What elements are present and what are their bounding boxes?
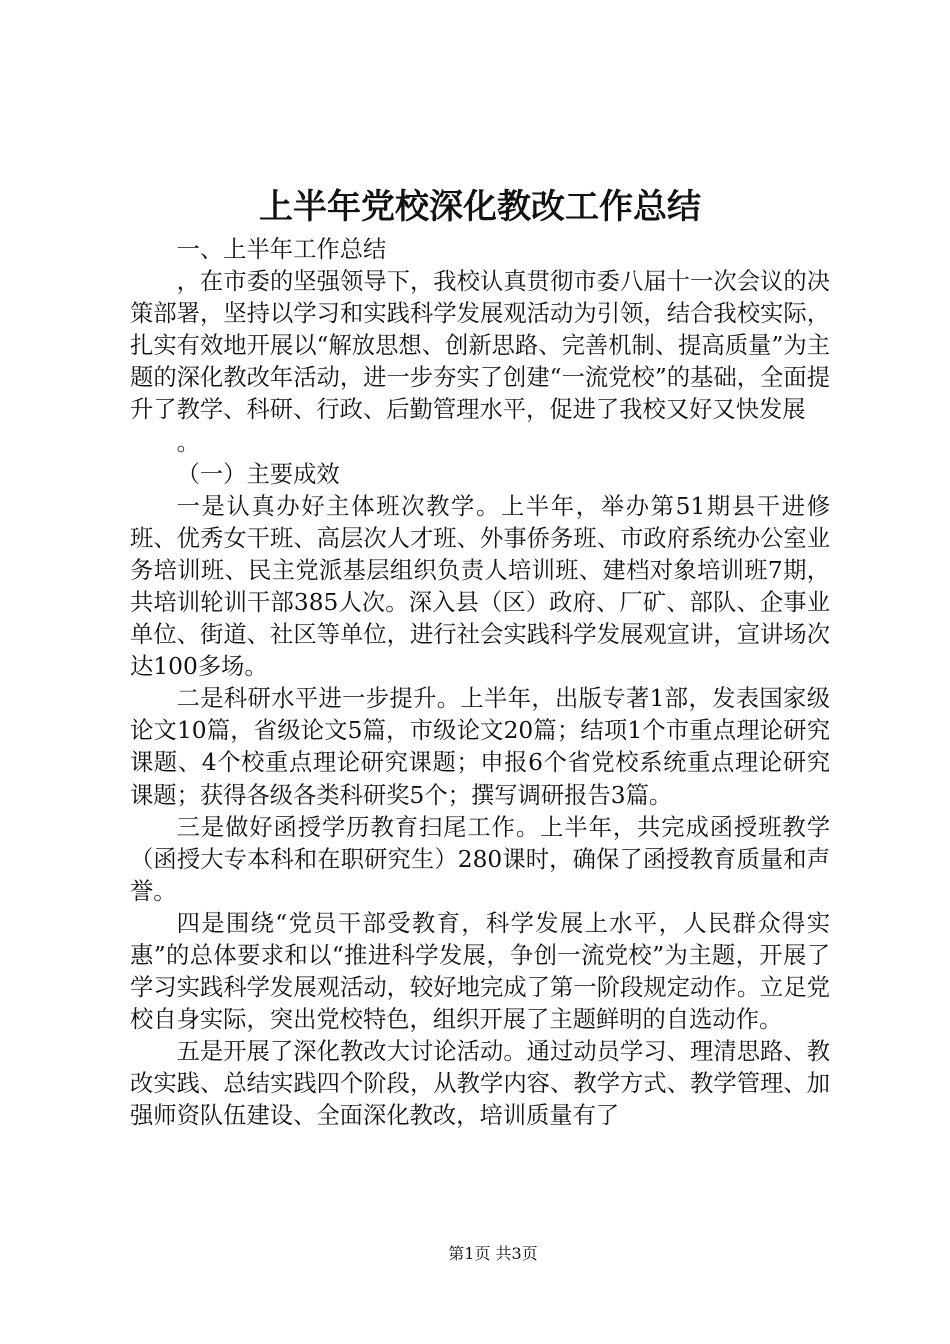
paragraph-reform: 五是开展了深化教改大讨论活动。通过动员学习、理清思路、教改实践、总结实践四个阶段，从教学内容、教学方式、教学管理、加强师资队伍建设、全面深化教改，培训质量有了 [130,1038,830,1130]
document-title: 上半年党校深化教改工作总结 [259,187,701,227]
paragraph-research: 二是科研水平进一步提升。上半年，出版专著1部，发表国家级论文10篇，省级论文5篇，市级论文20篇；结项1个市重点理论研究课题、4个校重点理论研究课题；申报6个省党校系统重点理论研究课题；获得各级各类科研奖5个；撰写调研报告3篇。 [130,685,830,809]
paragraph-practice: 四是围绕“党员干部受教育，科学发展上水平，人民群众得实惠”的总体要求和以“推进科学发展，争创一流党校”为主题，开展了学习实践科学发展观活动，较好地完成了第一阶段规定动作。立足党校自身实际，突出党校特色，组织开展了主题鲜明的自选动作。 [130,909,830,1034]
section-heading: 一、上半年工作总结 [176,236,387,263]
subsection-heading: （一）主要成效 [176,460,340,488]
document-body [130,234,830,1133]
paragraph-intro: ，在市委的坚强领导下，我校认真贯彻市委八届十一次会议的决策部署，坚持以学习和实践科学发展观活动为引领，结合我校实际，扎实有效地开展以“解放思想、创新思路、完善机制、提高质量”为主题的深化教改年活动，进一步夯实了创建“一流党校”的基础，全面提升了教学、科研、行政、后勤管理水平，促进了我校又好又快发展 [130,268,830,424]
page-footer: 第1页 共3页 [448,1244,538,1263]
paragraph-period: 。 [176,428,200,456]
paragraph-teaching: 一是认真办好主体班次教学。上半年，举办第51期县干进修班、优秀女干班、高层次人才班、外事侨务班、市政府系统办公室业务培训班、民主党派基层组织负责人培训班、建档对象培训班7期，共培训轮训干部385人次。深入县（区）政府、厂矿、部队、企事业单位、街道、社区等单位，进行社会实践科学发展观宣讲，宣讲场次达100多场。 [130,492,830,681]
paragraph-correspondence: 三是做好函授学历教育扫尾工作。上半年，共完成函授班教学（函授大专本科和在职研究生）280课时，确保了函授教育质量和声誉。 [130,813,830,905]
